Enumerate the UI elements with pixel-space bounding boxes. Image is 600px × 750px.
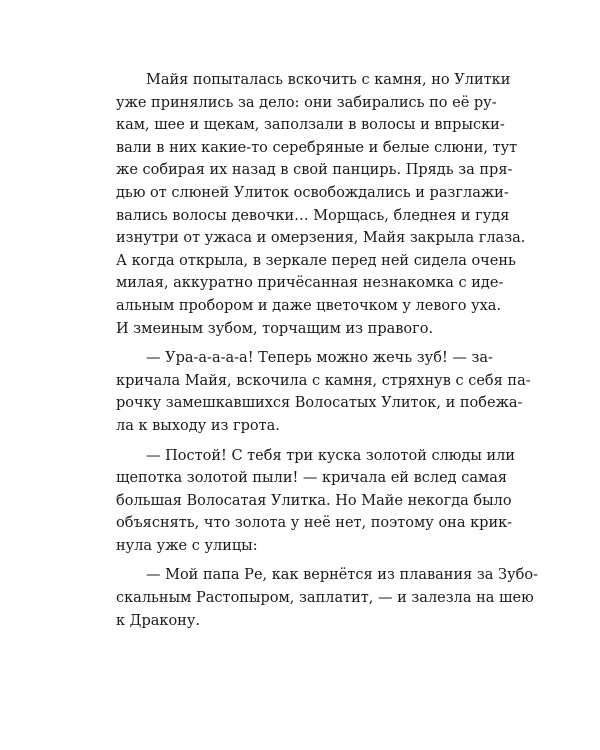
text-line: — Ура-а-а-а-а! Теперь можно жечь зуб! — за-	[146, 350, 493, 367]
paragraph-gap	[116, 340, 488, 347]
text-line: рочку замешкавшихся Волосатых Улиток, и побежа-	[116, 395, 523, 412]
text-line: — Постой! С тебя три куска золотой слюды или	[146, 447, 516, 464]
text-line: нула уже с улицы:	[116, 537, 258, 554]
text-line: кам, шее и щекам, заползали в волосы и впрыски-	[116, 117, 505, 134]
text-line: большая Волосатая Улитка. Но Майе некогда было	[116, 492, 512, 509]
text-line: скальным Растопыром, заплатит, — и залезла на шею	[116, 590, 534, 607]
text-line: вали в них какие-то серебряные и белые слюни, тут	[116, 139, 518, 156]
text-line: А когда открыла, в зеркале перед ней сидела очень	[116, 252, 516, 269]
text-line: ла к выходу из грота.	[116, 417, 280, 434]
text-line: И змеиным зубом, торчащим из правого.	[116, 320, 434, 337]
paragraph	[116, 445, 516, 558]
text-line: — Мой папа Ре, как вернётся из плавания за Зубо-	[146, 567, 538, 584]
text-line: объяснять, что золота у неё нет, поэтому она крик-	[116, 515, 513, 532]
paragraph	[116, 347, 531, 437]
text-line: кричала Майя, вскочила с камня, стряхнув с себя па-	[116, 372, 531, 389]
text-line: к Дракону.	[116, 612, 200, 629]
body-text	[116, 69, 538, 632]
text-line: щепотка золотой пыли! — кричала ей вслед самая	[116, 470, 508, 487]
text-line: же собирая их назад в свой панцирь. Прядь за пря-	[116, 162, 513, 179]
text-line: дью от слюней Улиток освобождались и разглажи-	[116, 184, 509, 201]
text-line: милая, аккуратно причёсанная незнакомка с иде-	[116, 275, 504, 292]
paragraph	[116, 69, 526, 340]
text-line: вались волосы девочки… Морщась, бледнея и гудя	[116, 207, 510, 224]
text-line: альным пробором и даже цветочком у левого уха.	[116, 297, 502, 314]
text-line: уже принялись за дело: они забирались по её ру-	[116, 94, 497, 111]
text-line: Майя попыталась вскочить с камня, но Улитки	[146, 72, 511, 88]
text-line: изнутри от ужаса и омерзения, Майя закрыла глаза.	[116, 230, 526, 247]
paragraph-gap	[116, 557, 488, 564]
paragraph	[116, 564, 538, 632]
paragraph-gap	[116, 438, 488, 445]
